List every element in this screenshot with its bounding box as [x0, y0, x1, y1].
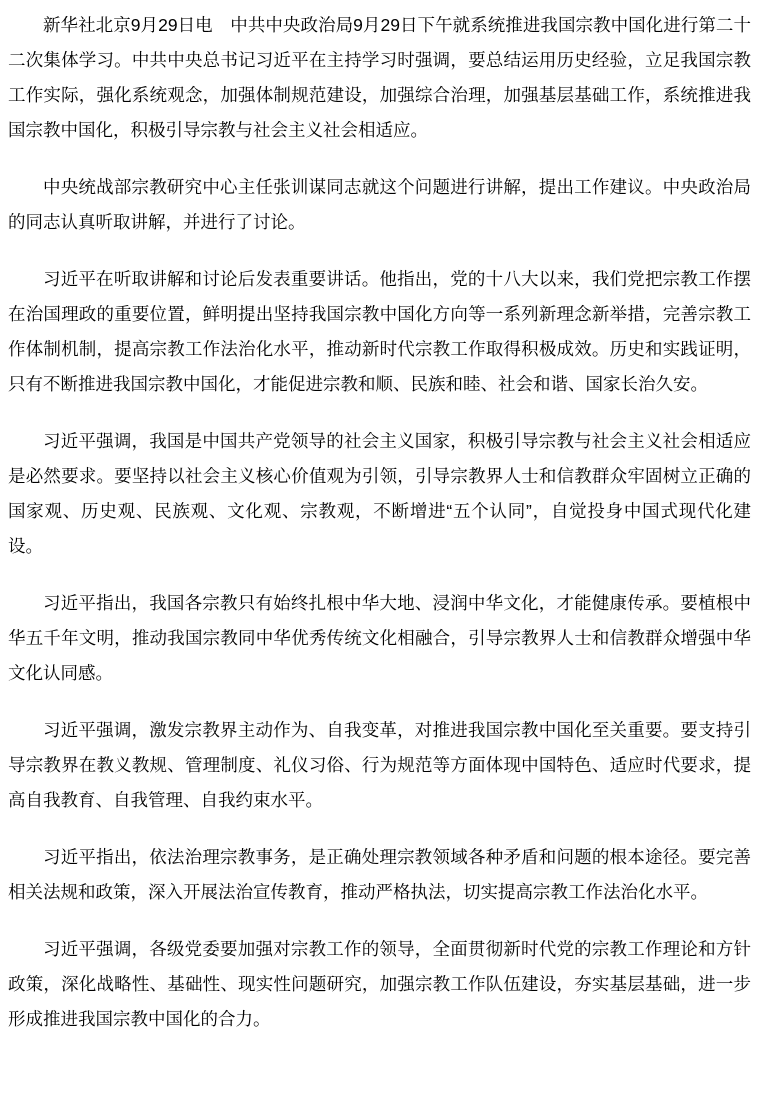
article-paragraph: 习近平强调，我国是中国共产党领导的社会主义国家，积极引导宗教与社会主义社会相适应是必然要求。要坚持以社会主义核心价值观为引领，引导宗教界人士和信教群众牢固树立正确的国家观、历史观、民族观、文化观、宗教观，不断增进“五个认同”，自觉投身中国式现代化建设。: [8, 431, 751, 556]
article-paragraph: 习近平在听取讲解和讨论后发表重要讲话。他指出，党的十八大以来，我们党把宗教工作摆在治国理政的重要位置，鲜明提出坚持我国宗教中国化方向等一系列新理念新举措，完善宗教工作体制机制，提高宗教工作法治化水平，推动新时代宗教工作取得积极成效。历史和实践证明，只有不断推进我国宗教中国化，才能促进宗教和顺、民族和睦、社会和谐、国家长治久安。: [8, 269, 751, 394]
article-paragraph-lead: 新华社北京9月29日电 中共中央政治局9月29日下午就系统推进我国宗教中国化进行第二十二次集体学习。中共中央总书记习近平在主持学习时强调，要总结运用历史经验，立足我国宗教工作实际，强化系统观念，加强体制规范建设，加强综合治理，加强基层基础工作，系统推进我国宗教中国化，积极引导宗教与社会主义社会相适应。: [8, 15, 751, 140]
article-paragraph: 中央统战部宗教研究中心主任张训谋同志就这个问题进行讲解，提出工作建议。中央政治局的同志认真听取讲解，并进行了讨论。: [8, 177, 751, 232]
article-paragraph: 习近平指出，依法治理宗教事务，是正确处理宗教领域各种矛盾和问题的根本途径。要完善相关法规和政策，深入开展法治宣传教育，推动严格执法，切实提高宗教工作法治化水平。: [8, 847, 751, 902]
article-paragraph: 习近平强调，各级党委要加强对宗教工作的领导，全面贯彻新时代党的宗教工作理论和方针政策，深化战略性、基础性、现实性问题研究，加强宗教工作队伍建设，夯实基层基础，进一步形成推进我国宗教中国化的合力。: [8, 939, 751, 1029]
article-paragraph: 习近平指出，我国各宗教只有始终扎根中华大地、浸润中华文化，才能健康传承。要植根中华五千年文明，推动我国宗教同中华优秀传统文化相融合，引导宗教界人士和信教群众增强中华文化认同感。: [8, 593, 751, 683]
article-paragraph: 习近平强调，激发宗教界主动作为、自我变革，对推进我国宗教中国化至关重要。要支持引导宗教界在教义教规、管理制度、礼仪习俗、行为规范等方面体现中国特色、适应时代要求，提高自我教育、自我管理、自我约束水平。: [8, 720, 751, 810]
